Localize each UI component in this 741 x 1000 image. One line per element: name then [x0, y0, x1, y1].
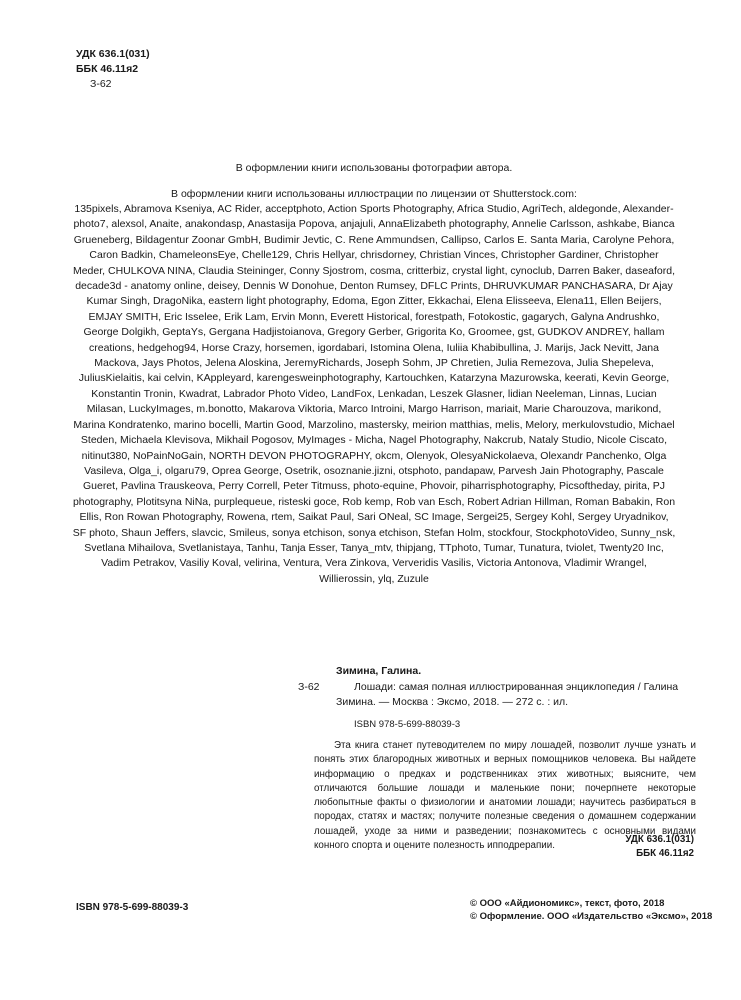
classification-codes — [76, 47, 150, 92]
copyright-line-2: © Оформление. ООО «Издательство «Эксмо», 2018 — [470, 911, 713, 922]
card-annotation: Эта книга станет путеводителем по миру лошадей, позволит лучше узнать и понять этих благородных животных и верных помощников человека. Вы найдете информацию о предках и родственниках этих животных; выясните, чем отличаются большие лошади и маленькие пони; почерпнете некоторые любопытные факты о физиологии и анатомии лошади; научитесь разбираться в породах, статях и мастях; получите полезные сведения о домашнем содержании лошадей, уходе за ними и разведении; познакомитесь с основными видами конного спорта и оцените полезность ипподрерапии. — [314, 740, 696, 852]
license-heading: В оформлении книги использованы иллюстрации по лицензии от Shutterstock.com: — [171, 188, 577, 200]
card-author: Зимина, Галина. — [336, 665, 422, 677]
udk-code: УДК 636.1(031) — [76, 48, 150, 60]
card-codes — [625, 833, 694, 861]
license-credits-list: 135pixels, Abramova Kseniya, AC Rider, acceptphoto, Action Sports Photography, Africa Studio, AgriTech, aldegonde, Alexander-photo7, alexsol, Anaite, anakondasp, Anastasija Popova, anjajuli, AnnaElizabeth photography, Annelie Carlsson, ashkabe, Bianca Grueneberg, Bildagentur Zoonar GmbH, Budimir Jevtic, C. Rene Ammundsen, Callipso, Carlos E. Santa Maria, Carolyne Pehora, Caron Badkin, ChameleonsEye, Chelle129, Chris Hellyar, chrisdorney, Christian Vinces, Christopher Gardiner, Christopher Meder, CHULKOVA NINA, Claudia Steininger, Conny Sjostrom, cosma, critterbiz, crystal light, cynoclub, Darren Baker, daseaford, decade3d - anatomy online, deisey, Dennis W Donohue, Denton Rumsey, DFLC Prints, DHRUVKUMAR PANCHASARA, Dr Ajay Kumar Singh, DragoNika, eastern light photography, Edoma, Egon Zitter, Ekkachai, Elena Elisseeva, Elena11, Ellen Beijers, EMJAY SMITH, Eric Isselee, Erik Lam, Ervin Monn, Everett Historical, forestpath, Fotokostic, gagarych, Galyna Andrushko, George Dolgikh, GeptaYs, Gergana Hadjistoianova, Gregory Gerber, Grigorita Ko, Groomee, gst, GUDKOV ANDREY, hallam creations, hedgehog94, Horse Crazy, horsemen, igordabari, Istomina Olena, Iuliia Khabibullina, J. Marijs, Jack Nevitt, Jana Mackova, Jays Photos, Jelena Aloskina, JeremyRichards, Joseph Sohm, JP Chretien, Julia Remezova, Julia Shepeleva, JuliusKielaitis, kai celvin, KAppleyard, karengesweinphotography, Kartouchken, Katarzyna Mazurowska, keerati, Kevin George, Konstantin Tronin, Kwadrat, Labrador Photo Video, LandFox, Lenkadan, Leszek Glasner, lidian Neeleman, Linnas, Lucian Milasan, LuckyImages, m.bonotto, Makarova Viktoria, Marco Introini, Margo Harrison, mariait, Marie Charouzova, marikond, Marina Kondratenko, marino bocelli, Martin Good, Marzolino, mastersky, meirion matthias, melis, Melory, merkulovstudio, Michael Steden, Michaela Klevisova, Mikhail Pogosov, MyImages - Micha, Nagel Photography, Nakcrub, Nataly Studio, Nicole Ciscato, nitinut380, NoPainNoGain, NORTH DEVON PHOTOGRAPHY, okcm, Olenyok, OlesyaNickolaeva, Olexandr Panchenko, Olga Vasileva, Olga_i, olgaru79, Oprea George, Osetrik, osoznanie.jizni, otsphoto, pandapaw, Parvesh Jain Photography, Pascale Gueret, Pavlina Trauskeova, Perry Correll, Peter Titmuss, photo-equine, Phovoir, piharrisphotography, Picsoftheday, pirita, PJ photography, Plotitsyna NiNa, purplequeue, risteski goce, Rob kemp, Rob van Esch, Robert Adrian Hillman, Roman Babakin, Ron Ellis, Ron Rowan Photography, Rowena, rtem, Saikat Paul, Sari ONeal, SC Image, Sergei25, Sergey Kohl, Sergey Uryadnikov, SF photo, Shaun Jeffers, slavcic, Smileus, sonya etchison, sonya etchison, Stefan Holm, stockfour, StockphotoVideo, Sunny_nsk, Svetlana Mihailova, Svetlanistaya, Tanhu, Tanja Esser, Tanya_mtv, thipjang, TTphoto, Tumar, Tunatura, tviolet, Twenty20 Inc, Vadim Petrakov, Vasiliy Koval, velirina, Ventura, Vera Zinkova, Ververidis Vasilis, Victoria Antonova, Vladimir Wrangel, Willierossin, ylq, Zuzule — [72, 203, 676, 585]
card-bbk: ББК 46.11я2 — [636, 848, 694, 859]
card-isbn: ISBN 978-5-699-88039-3 — [354, 719, 461, 730]
copyright-line-1: © ООО «Айдиономикс», текст, фото, 2018 — [470, 898, 665, 909]
card-author-mark: З-62 — [298, 681, 320, 693]
photo-credit-note: В оформлении книги использованы фотографии автора. — [235, 162, 513, 174]
author-mark: З-62 — [90, 78, 112, 90]
card-description: Лошади: самая полная иллюстрированная энциклопедия / Галина Зимина. — Москва : Эксмо, 2018. — 272 с. : ил. — [336, 681, 679, 709]
copyright-block — [470, 897, 712, 923]
bbk-code: ББК 46.11я2 — [76, 63, 139, 75]
footer-isbn: ISBN 978-5-699-88039-3 — [76, 902, 189, 913]
card-udk: УДК 636.1(031) — [625, 834, 694, 845]
